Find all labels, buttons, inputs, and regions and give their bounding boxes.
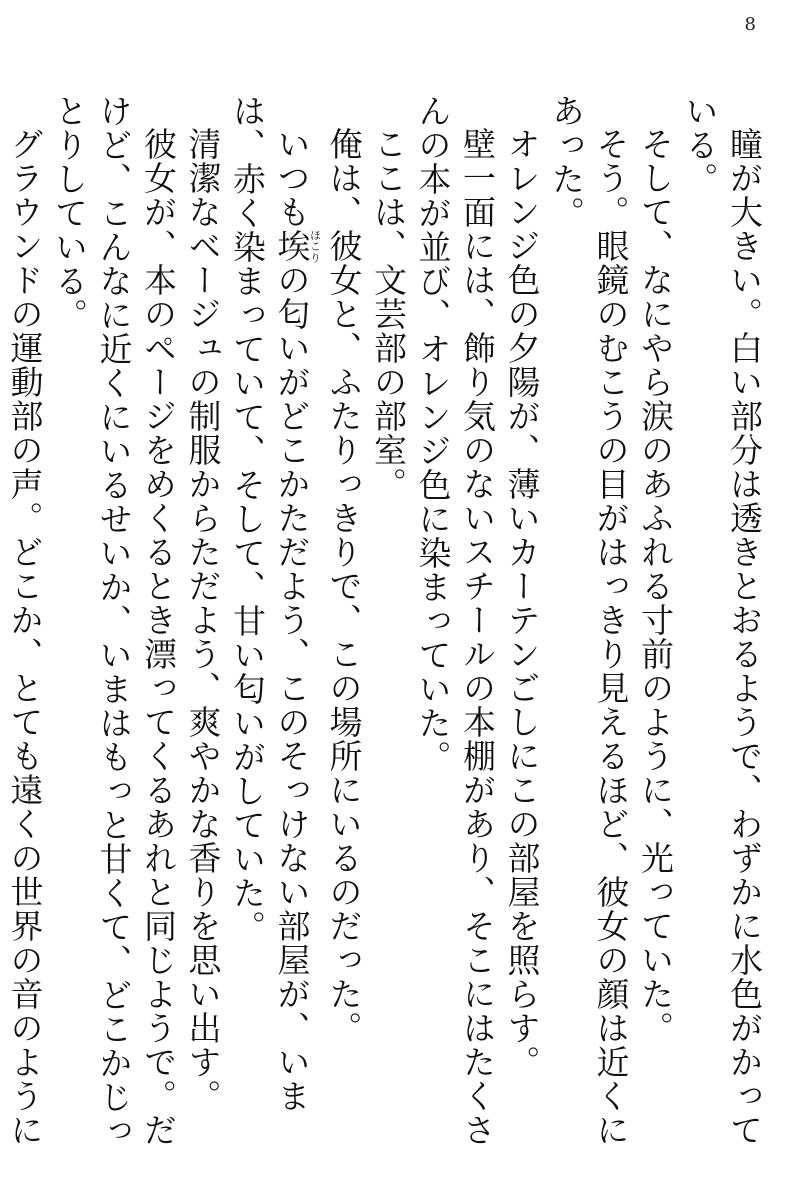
vertical-text-body bbox=[5, 94, 766, 1174]
paragraph-8 bbox=[225, 94, 322, 1174]
ruby-hokori bbox=[272, 229, 322, 263]
paragraph-7: 俺は、彼女と、ふたりっきりで、この場所にいるのだった。 bbox=[324, 127, 364, 1045]
paragraph-1: 瞳が大きい。白い部分は透きとおるようで、わずかに水色がかっている。 bbox=[680, 94, 764, 1147]
paragraph-10: 彼女が、本のページをめくるとき漂ってくるあれと同じようで。だけど、こんなに近くにいるせいか、いまはもっと甘くて、どこかじっとりしている。 bbox=[50, 94, 178, 1148]
paragraph-8-after: の匂いがどこかただよう、このそっけない部屋が、いまは、赤く染まっていて、そして、甘い匂いがしていた。 bbox=[228, 94, 312, 1113]
paragraph-9: 清潔なベージュの制服からただよう、爽やかな香りを思い出す。 bbox=[183, 127, 223, 1113]
paragraph-8-before: いつも bbox=[272, 127, 312, 229]
paragraph-4: オレンジ色の夕陽が、薄いカーテンごしにこの部屋を照らす。 bbox=[502, 127, 542, 1079]
paragraph-6: ここは、文芸部の部室。 bbox=[369, 127, 408, 501]
ruby-base: 埃 bbox=[272, 229, 312, 263]
page-number: 8 bbox=[744, 14, 756, 35]
paragraph-2: そして、なにやら涙のあふれる寸前のように、光っていた。 bbox=[636, 127, 675, 1045]
paragraph-5: 壁一面には、飾り気のないスチールの本棚があり、そこにはたくさんの本が並び、オレンジ色に染まっていた。 bbox=[413, 94, 497, 1147]
ruby-text: ほこり bbox=[308, 229, 322, 263]
paragraph-3: そう。眼鏡のむこうの目がはっきり見えるほど、彼女の顔は近くにあった。 bbox=[547, 94, 631, 1147]
paragraph-11: グラウンドの運動部の声。どこか、とても遠くの世界の音のように bbox=[5, 127, 45, 1147]
